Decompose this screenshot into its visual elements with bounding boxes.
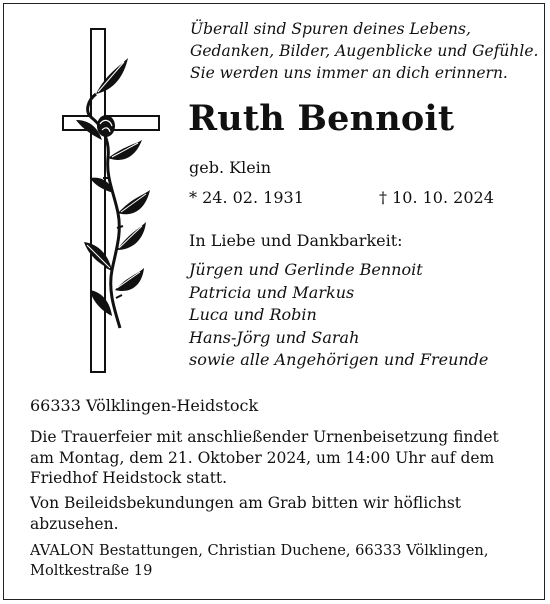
town: 66333 Völklingen-Heidstock — [30, 396, 259, 415]
mourner: sowie alle Angehörigen und Freunde — [189, 350, 489, 370]
quote-line: Gedanken, Bilder, Augenblicke und Gefühle. — [190, 42, 539, 60]
quote-line: Sie werden uns immer an dich erinnern. — [190, 64, 508, 82]
thanks-heading: In Liebe und Dankbarkeit: — [189, 231, 403, 250]
born-name: geb. Klein — [189, 158, 272, 177]
memorial-quote — [190, 18, 539, 84]
mourner: Jürgen und Gerlinde Bennoit — [189, 260, 423, 279]
mourner: Hans-Jörg und Sarah — [189, 327, 360, 347]
mourners-list — [189, 259, 488, 372]
funeral-home: AVALON Bestattungen, Christian Duchene, 66333 Völklingen, Moltkestraße 19 — [30, 542, 489, 579]
deceased-name: Ruth Bennoit — [188, 98, 455, 139]
quote-line: Überall sind Spuren deines Lebens, — [190, 20, 471, 38]
mourner: Luca und Robin — [189, 305, 317, 325]
death-date: † 10. 10. 2024 — [379, 188, 494, 207]
condolence-notice: Von Beileidsbekundungen am Grab bitten wir höflichst abzusehen. — [30, 494, 462, 533]
funeral-notice: Die Trauerfeier mit anschließender Urnenbeisetzung findet am Montag, dem 21. Oktober 2024, um 14:00 Uhr auf dem Friedhof Heidstock statt. — [30, 428, 499, 487]
mourner: Patricia und Markus — [189, 282, 355, 302]
birth-date: * 24. 02. 1931 — [189, 188, 304, 207]
cross-with-rose-icon — [62, 28, 162, 373]
